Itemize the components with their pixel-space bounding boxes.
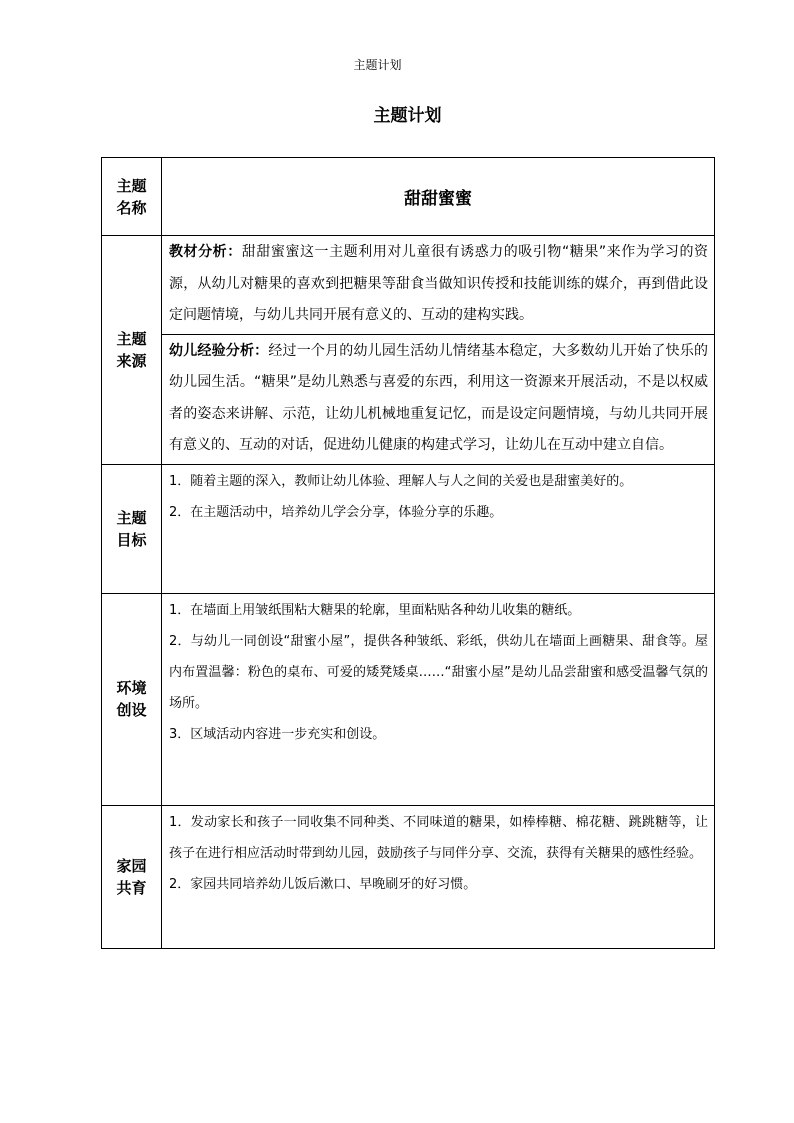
- label-line: 创设: [116, 701, 147, 719]
- label-line: 主题: [116, 329, 147, 348]
- environment-cell: [162, 593, 715, 805]
- list-item: 1．在墙面上用皱纸围粘大糖果的轮廓，里面粘贴各种幼儿收集的糖纸。: [169, 602, 581, 618]
- label-line: 家园: [116, 856, 147, 875]
- label-home-cooperation: [102, 805, 162, 948]
- material-analysis-cell: [162, 236, 715, 335]
- goals-cell: [162, 464, 715, 593]
- experience-analysis-cell: [162, 334, 715, 464]
- theme-name-value: 甜甜蜜蜜: [162, 158, 715, 236]
- page-header: 主题计划: [353, 58, 402, 72]
- list-item: 2．家园共同培养幼儿饭后漱口、早晚刷牙的好习惯。: [169, 876, 477, 892]
- table-row-theme-source-experience: [102, 334, 715, 464]
- experience-analysis: [162, 335, 714, 464]
- table-row-environment: [102, 593, 715, 805]
- table-row-theme-name: [102, 158, 715, 236]
- document-title: 主题计划: [373, 106, 442, 126]
- experience-analysis-text: 经过一个月的幼儿园生活幼儿情绪基本稳定，大多数幼儿开始了快乐的幼儿园生活。“糖果”是幼儿熟悉与喜爱的东西，利用这一资源来开展活动，不是以权威者的姿态来讲解、示范，让幼儿机械地重复记忆，而是设定问题情境，与幼儿共同开展有意义的、互动的对话，促进幼儿健康的构建式学习，让幼儿在互动中建立自信。: [169, 342, 709, 453]
- list-item: 2．与幼儿一同创设“甜蜜小屋”，提供各种皱纸、彩纸，供幼儿在墙面上画糖果、甜食等。屋内布置温馨：粉色的桌布、可爱的矮凳矮桌……“甜蜜小屋”是幼儿品尝甜蜜和感受温馨气氛的场所。: [169, 633, 708, 711]
- list-item: 1．发动家长和孩子一同收集不同种类、不同味道的糖果，如棒棒糖、棉花糖、跳跳糖等，让孩子在进行相应活动时带到幼儿园，鼓励孩子与同伴分享、交流，获得有关糖果的感性经验。: [169, 814, 708, 861]
- label-theme-name: [102, 158, 162, 236]
- table-row-theme-goals: [102, 464, 715, 593]
- list-item: 2．在主题活动中，培养幼儿学会分享，体验分享的乐趣。: [169, 504, 503, 520]
- home-cooperation-cell: [162, 805, 715, 948]
- table-row-home-cooperation: [102, 805, 715, 948]
- label-line: 共育: [116, 878, 147, 897]
- material-analysis-text: 甜甜蜜蜜这一主题利用对儿童很有诱惑力的吸引物“糖果”来作为学习的资源，从幼儿对糖果的喜欢到把糖果等甜食当做知识传授和技能训练的媒介，再到借此设定问题情境，与幼儿共同开展有意义的、互动的建构实践。: [169, 244, 709, 323]
- material-analysis-heading: 教材分析：: [169, 244, 242, 260]
- label-line: 来源: [116, 351, 147, 370]
- label-theme-goals: [102, 464, 162, 593]
- label-line: 环境: [116, 679, 147, 697]
- label-environment: [102, 593, 162, 805]
- label-line: 主题: [116, 176, 147, 195]
- experience-analysis-heading: 幼儿经验分析：: [169, 342, 269, 359]
- label-theme-source: [102, 236, 162, 465]
- table-row-theme-source-material: [102, 236, 715, 335]
- list-item: 3．区域活动内容进一步充实和创设。: [169, 726, 386, 742]
- label-line: 名称: [116, 198, 147, 217]
- list-item: 1．随着主题的深入，教师让幼儿体验、理解人与人之间的关爱也是甜蜜美好的。: [169, 473, 633, 489]
- label-line: 目标: [116, 530, 147, 549]
- theme-plan-table: [101, 157, 715, 949]
- material-analysis: [162, 236, 714, 334]
- label-line: 主题: [116, 508, 147, 527]
